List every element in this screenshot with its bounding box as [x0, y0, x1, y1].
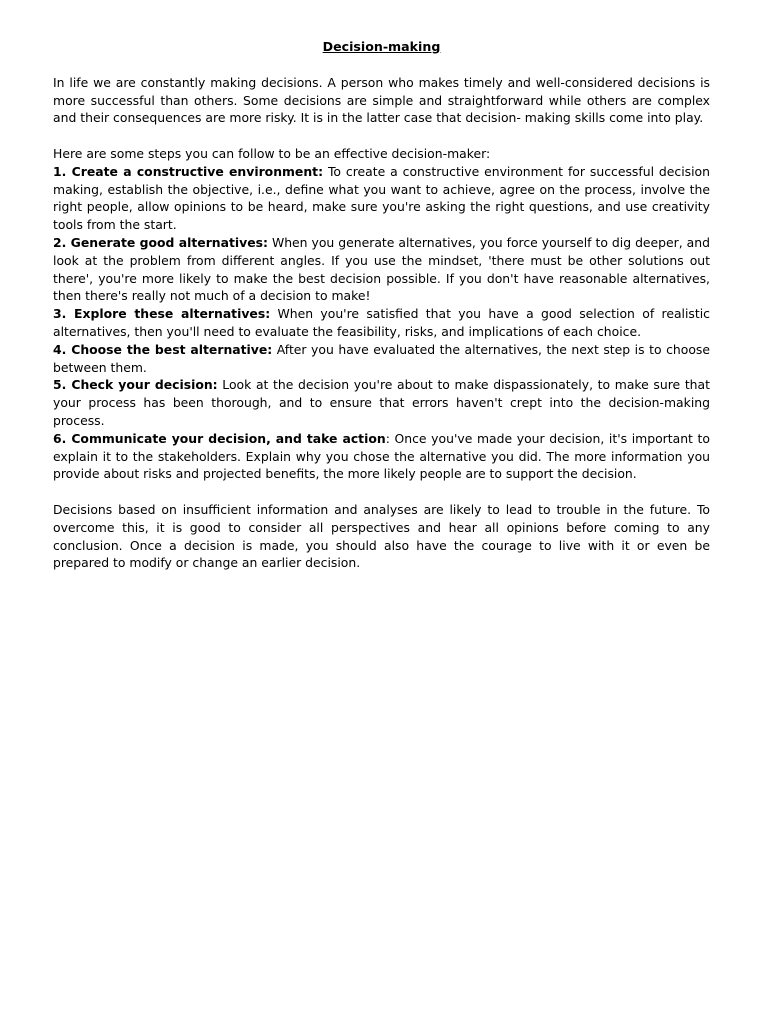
step-label: 4. Choose the best alternative: [53, 341, 273, 357]
step-item-6 [53, 430, 710, 483]
step-item-2 [53, 234, 710, 305]
document-title: Decision-making [322, 39, 441, 54]
step-label: 5. Check your decision: [53, 377, 218, 393]
step-text: After you have evaluated the alternatives, the next step is to choose between them. [53, 341, 710, 375]
step-label: 3. Explore these alternatives: [53, 306, 271, 322]
step-text: Look at the decision you're about to make dispassionately, to make sure that your process has been thorough, and to ensure that errors haven't crept into the decision-making process. [53, 377, 710, 428]
step-label: 1. Create a constructive environment: [53, 163, 324, 179]
step-item-4 [53, 341, 710, 377]
step-text: : Once you've made your decision, it's important to explain it to the stakeholders. Explain why you chose the alternative you did. The more information you provide about risks and projected benefits, the more likely people are to support the decision. [53, 430, 710, 482]
step-item-3 [53, 305, 710, 341]
paragraph-spacer [53, 127, 710, 145]
step-label: 2. Generate good alternatives: [53, 234, 268, 250]
steps-lead: Here are some steps you can follow to be an effective decision-maker: [53, 145, 491, 161]
step-text: When you generate alternatives, you force yourself to dig deeper, and look at the problem from different angles. If you use the mindset, 'there must be other solutions out there', you're more likely to make the best decision possible. If you don't have reasonable alternatives, then there's really not much of a decision to make! [53, 234, 710, 304]
step-text: When you're satisfied that you have a good selection of realistic alternatives, then you'll need to evaluate the feasibility, risks, and implications of each choice. [53, 306, 710, 339]
step-item-5 [53, 376, 710, 429]
document-page [53, 38, 710, 572]
conclusion-paragraph: Decisions based on insufficient information and analyses are likely to lead to trouble in the future. To overcome this, it is good to consider all perspectives and hear all opinions before coming to any conclusion. Once a decision is made, you should also have the courage to live with it or even be prepared to modify or change an earlier decision. [53, 501, 710, 571]
intro-paragraph: In life we are constantly making decisions. A person who makes timely and well-considered decisions is more successful than others. Some decisions are simple and straightforward while others are complex and their consequences are more risky. It is in the latter case that decision- making skills come into play. [53, 74, 710, 126]
step-text: To create a constructive environment for successful decision making, establish the objective, i.e., define what you want to achieve, agree on the process, involve the right people, allow opinions to be heard, make sure you're asking the right questions, and use creativity tools from the start. [53, 163, 710, 233]
step-item-1 [53, 163, 710, 234]
step-label: 6. Communicate your decision, and take action [53, 430, 386, 446]
paragraph-spacer [53, 483, 710, 501]
